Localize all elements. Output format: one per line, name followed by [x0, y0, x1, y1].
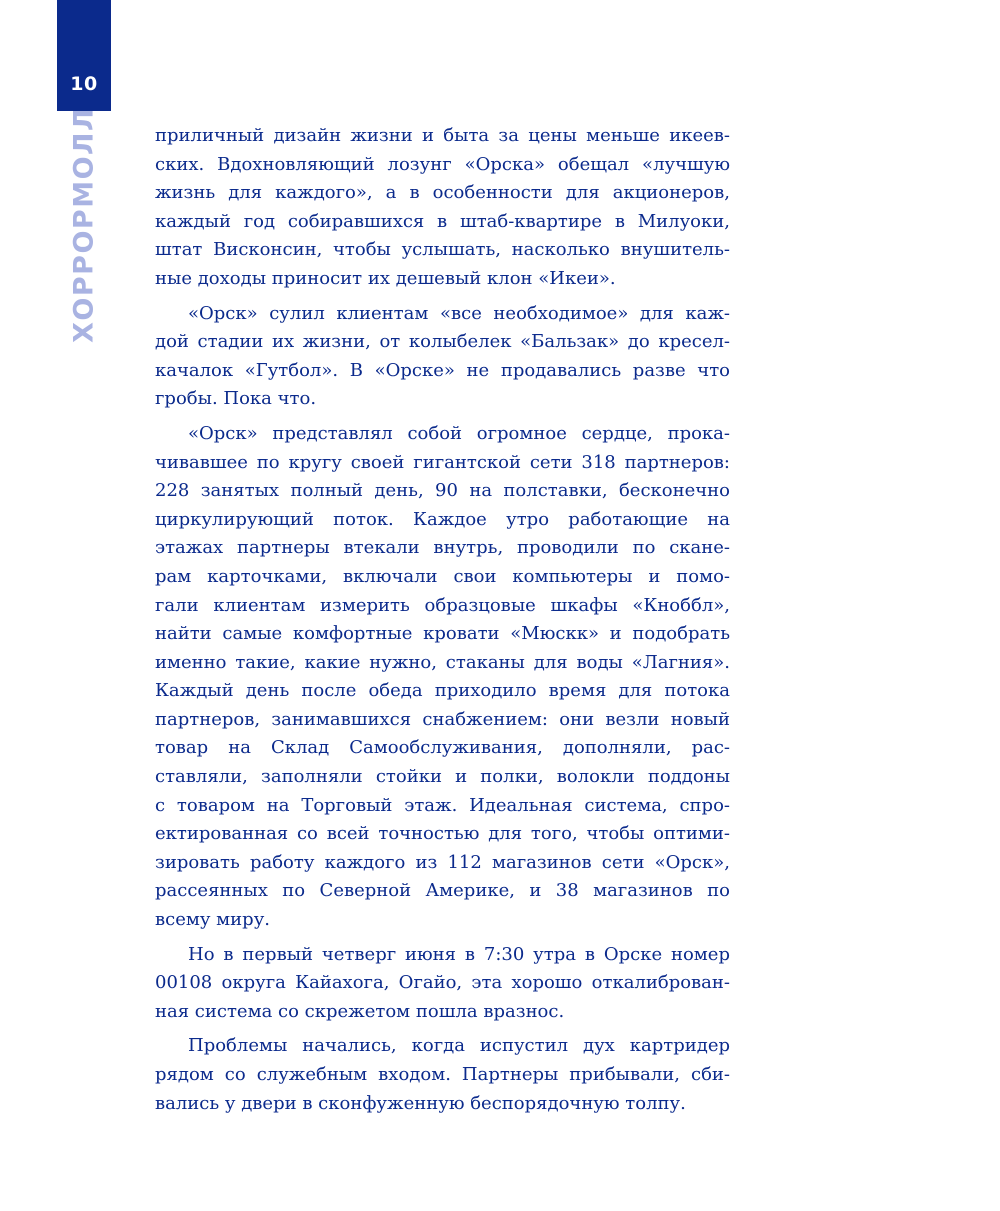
text-line: всему миру.	[155, 909, 271, 931]
page-number-tab	[57, 0, 111, 111]
text-line: этажах партнеры втекали внутрь, проводили по скане-	[155, 537, 730, 559]
paragraph	[155, 122, 730, 294]
text-line: Но в первый четверг июня в 7:30 утра в Орске номер	[188, 943, 730, 965]
text-line: качалок «Гутбол». В «Орске» не продавались разве что	[155, 359, 730, 381]
text-line: Каждый день после обеда приходило время для потока	[155, 680, 730, 702]
text-line: зировать работу каждого из 112 магазинов сети «Орск»,	[155, 851, 730, 873]
text-line: именно такие, какие нужно, стаканы для воды «Лагния».	[155, 651, 730, 673]
page-number: 10	[70, 73, 98, 95]
text-line: ные доходы приносит их дешевый клон «Икеи».	[155, 267, 616, 289]
paragraph	[155, 420, 730, 935]
text-line: ектированная со всей точностью для того, чтобы оптими-	[155, 823, 730, 845]
body-text	[155, 122, 730, 1124]
text-line: Проблемы начались, когда испустил дух картридер	[188, 1035, 730, 1057]
text-line: 00108 округа Кайахога, Огайо, эта хорошо откалиброван-	[155, 972, 730, 994]
paragraph	[155, 1032, 730, 1118]
text-line: рассеянных по Северной Америке, и 38 магазинов по	[155, 880, 730, 902]
text-line: товар на Склад Самообслуживания, дополняли, рас-	[155, 737, 730, 759]
paragraph	[155, 941, 730, 1027]
text-line: «Орск» представлял собой огромное сердце, прока-	[188, 422, 730, 444]
text-line: ставляли, заполняли стойки и полки, волокли поддоны	[155, 766, 730, 788]
text-line: рам карточками, включали свои компьютеры и помо-	[155, 565, 730, 587]
text-line: с товаром на Торговый этаж. Идеальная система, спро-	[155, 794, 730, 816]
text-line: ная система со скрежетом пошла вразнос.	[155, 1000, 565, 1022]
text-line: 228 занятых полный день, 90 на полставки, бесконечно	[155, 480, 730, 502]
text-line: приличный дизайн жизни и быта за цены меньше икеев-	[155, 125, 730, 146]
text-line: ских. Вдохновляющий лозунг «Орска» обещал «лучшую	[155, 153, 730, 175]
text-line: жизнь для каждого», а в особенности для акционеров,	[155, 182, 730, 204]
text-line: рядом со служебным входом. Партнеры прибывали, сби-	[155, 1064, 730, 1085]
text-line: вались у двери в сконфуженную беспорядочную толпу.	[155, 1092, 686, 1114]
text-line: гали клиентам измерить образцовые шкафы «Кноббл»,	[155, 594, 730, 616]
text-line: гробы. Пока что.	[155, 388, 317, 410]
text-line: партнеров, занимавшихся снабжением: они везли новый	[155, 708, 730, 730]
text-line: чивавшее по кругу своей гигантской сети 318 партнеров:	[155, 451, 730, 473]
text-line: циркулирующий поток. Каждое утро работающие на	[155, 508, 730, 530]
paragraph	[155, 300, 730, 414]
text-line: «Орск» сулил клиентам «все необходимое» для каж-	[188, 302, 730, 324]
text-line: штат Висконсин, чтобы услышать, насколько внушитель-	[155, 239, 730, 261]
text-line: каждый год собиравшихся в штаб-квартире в Милуоки,	[155, 210, 730, 232]
text-line: дой стадии их жизни, от колыбелек «Бальзак» до кресел-	[155, 331, 730, 353]
text-line: найти самые комфортные кровати «Мюскк» и подобрать	[155, 623, 730, 645]
running-title: ХОРРОРМОЛЛ	[68, 107, 100, 343]
